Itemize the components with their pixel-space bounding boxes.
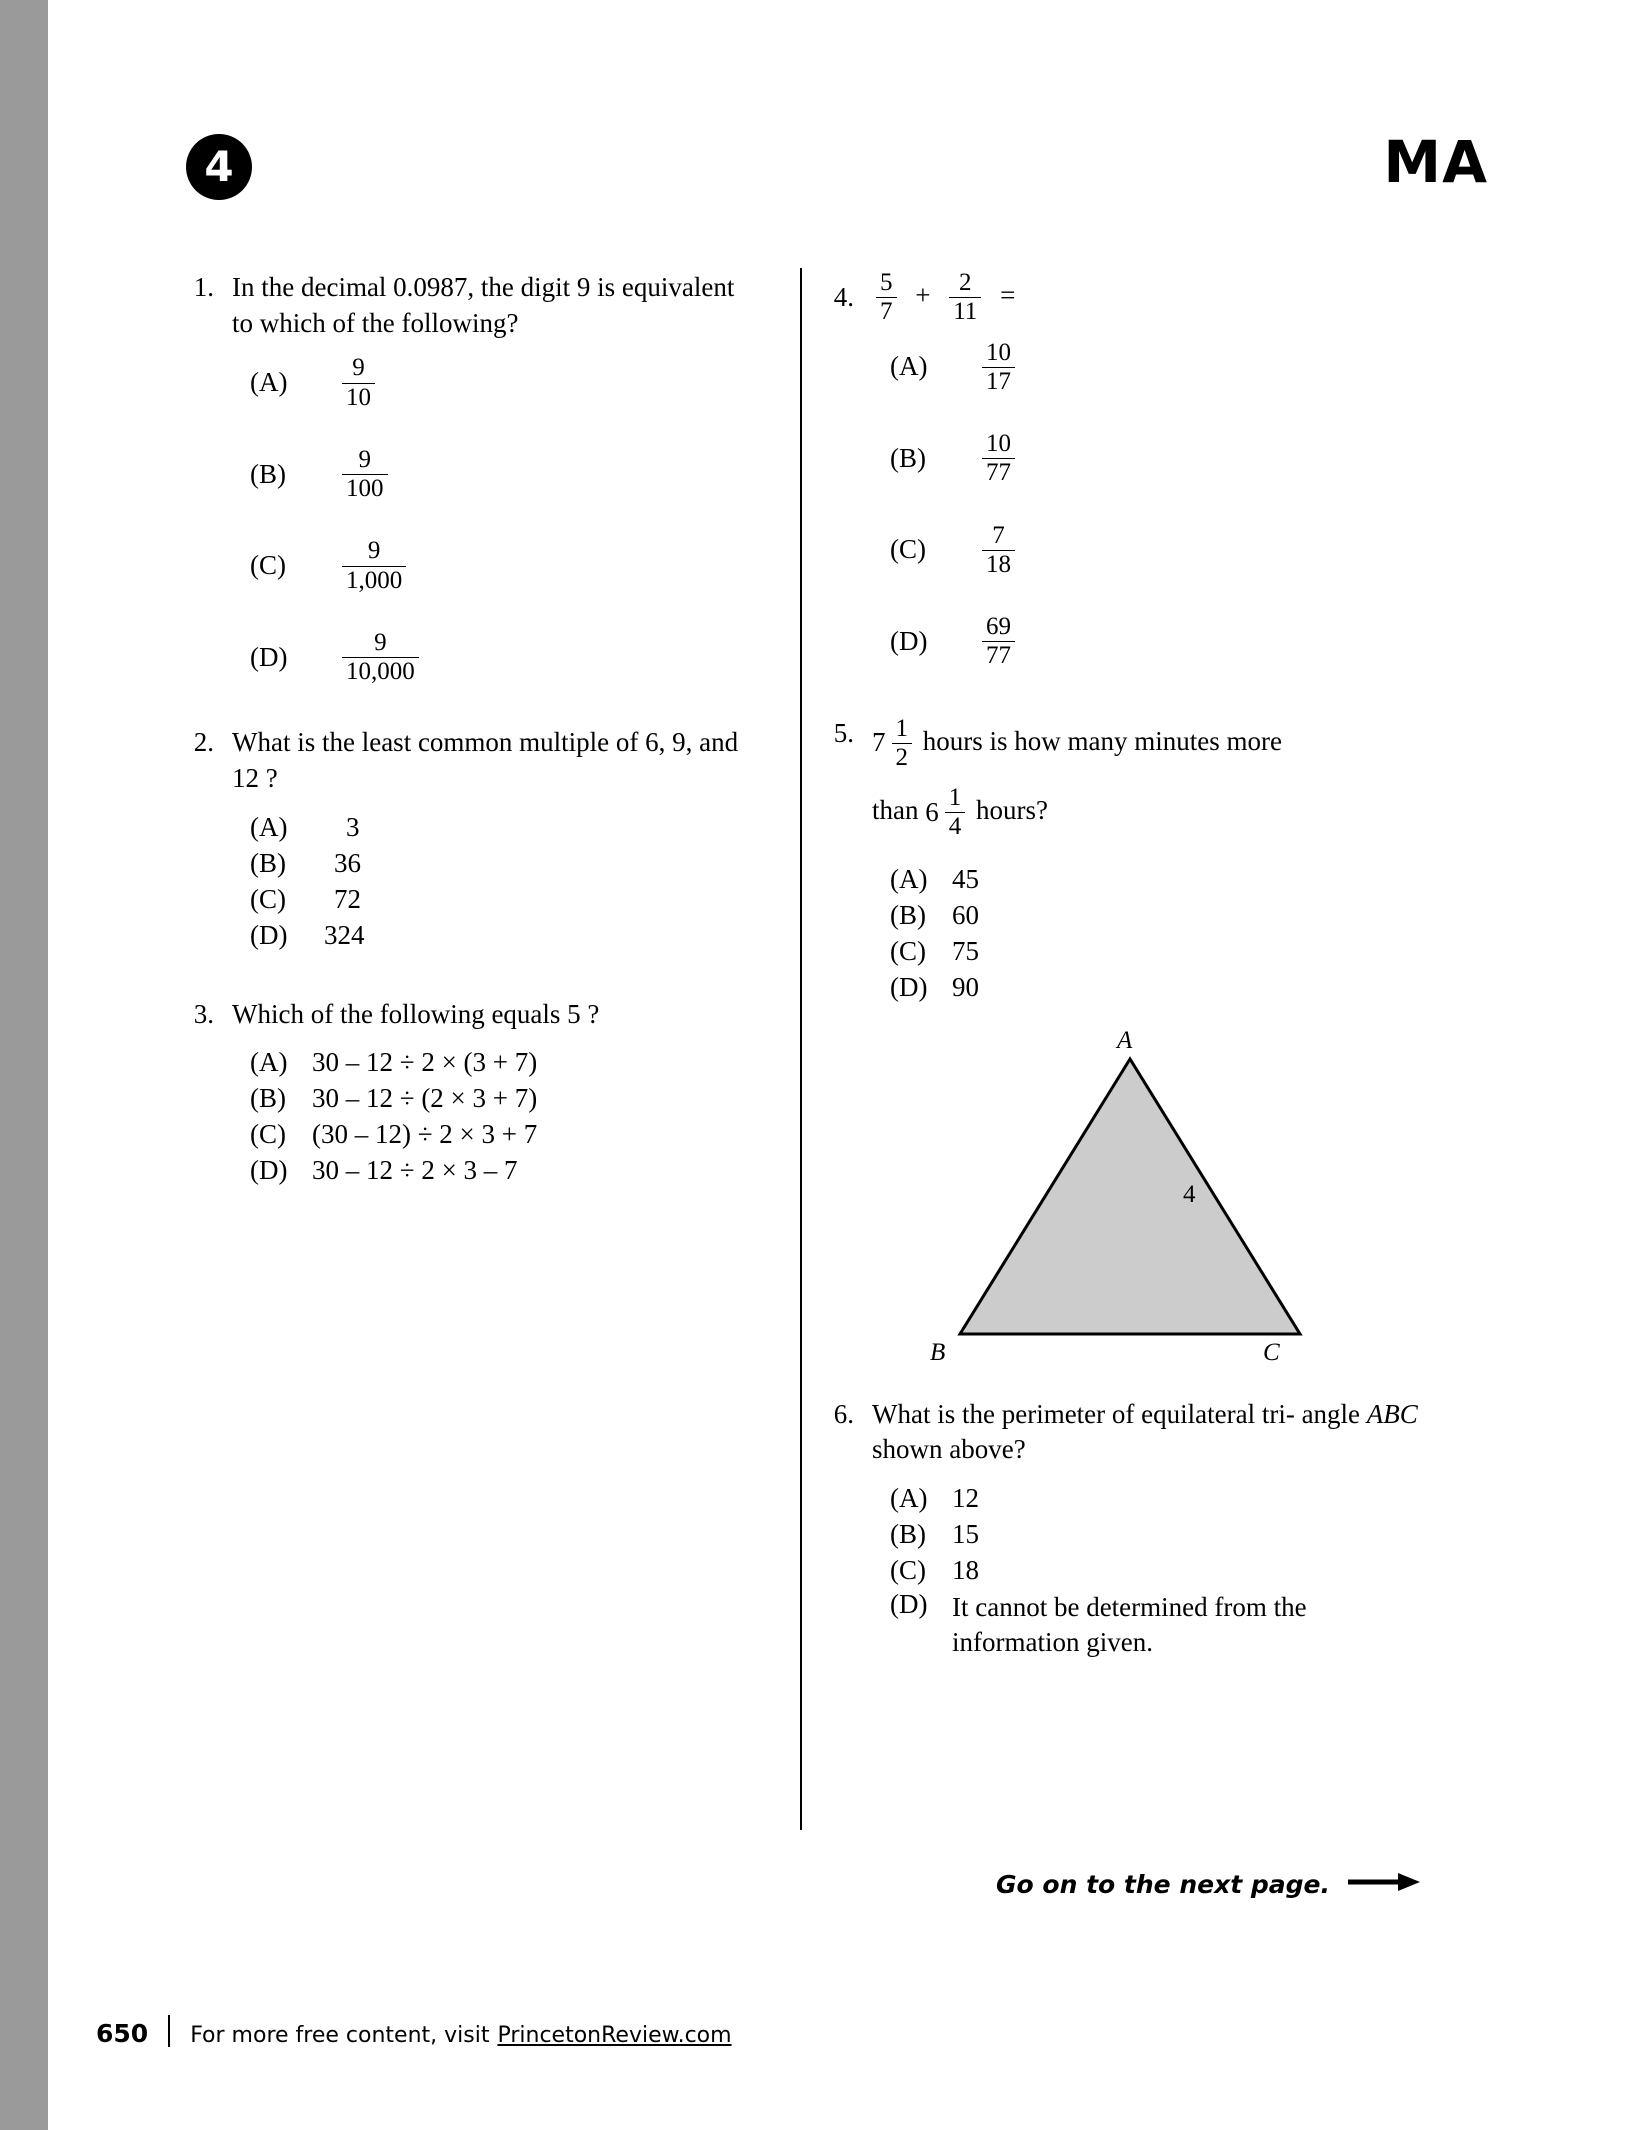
question-5-choices [820,863,1420,1005]
right-column [820,269,1420,1899]
choice-option[interactable] [890,863,1420,897]
question-5-text [872,716,1420,841]
choice-option[interactable] [250,811,760,845]
fraction [342,355,375,411]
question-4-number: 4. [833,281,854,312]
choice-value [312,630,760,686]
choice-value: 90 [952,971,979,1002]
fraction-numerator: 9 [374,628,387,656]
choice-letter: (A) [890,351,928,382]
choice-letter: (C) [890,534,926,565]
choice-option[interactable] [890,971,1420,1005]
choice-option[interactable] [890,431,1420,487]
choice-letter: (D) [250,919,288,950]
question-6-text-line2b: shown above? [872,1434,1026,1465]
fraction-numerator: 7 [992,521,1005,549]
question-6-number: 6. [833,1398,854,1429]
triangle-shape [920,1039,1340,1359]
fraction [982,614,1015,670]
fraction [945,785,966,841]
question-4-choices [820,340,1420,670]
choice-letter: (B) [890,442,926,473]
triangle-figure [820,1026,1420,1369]
go-on-text: Go on to the next page. [996,1870,1330,1899]
fraction [342,538,406,594]
question-5-text-mid: hours is how many minutes more [922,725,1282,756]
choice-value [952,523,1420,579]
question-1 [180,270,760,685]
footer-link[interactable]: PrincetonReview.com [497,2023,732,2048]
column-divider [800,268,802,1830]
choice-value: 3 [346,811,360,842]
question-5-number: 5. [833,717,854,748]
fraction-numerator: 9 [367,537,381,565]
choice-value [952,431,1420,487]
choice-letter: (C) [250,883,286,914]
fraction [342,630,419,686]
question-2 [180,725,760,952]
choice-option[interactable] [250,919,760,953]
choice-option[interactable] [250,1082,760,1116]
choice-letter: (A) [250,811,288,842]
vertex-label-c: C [1263,1338,1280,1366]
choice-letter: (B) [250,1083,286,1114]
right-arrow-icon [1348,1870,1420,1899]
fraction-denominator: 2 [892,743,913,771]
operator-equals: = [1000,279,1016,310]
choice-letter: (D) [250,1155,288,1186]
choice-value [952,614,1420,670]
mixed-number [872,716,916,772]
choice-letter: (C) [250,550,286,581]
question-2-number: 2. [193,727,214,758]
choice-letter: (A) [890,863,928,894]
fraction-denominator: 7 [876,297,897,325]
fraction-numerator: 10 [986,338,1011,366]
fraction [949,270,981,326]
fraction-numerator: 5 [880,269,893,296]
fraction-denominator: 77 [982,641,1015,669]
choice-letter: (B) [250,847,286,878]
choice-option[interactable] [890,1518,1420,1552]
footer-divider [168,2015,170,2047]
choice-value [312,447,760,503]
fraction-denominator: 4 [945,812,966,840]
fraction-numerator: 69 [986,613,1011,640]
choice-letter: (B) [890,899,926,930]
choice-letter: (B) [890,1518,926,1549]
choice-value [312,355,760,411]
fraction-numerator: 9 [352,354,365,382]
fraction [982,340,1015,396]
fraction-numerator: 9 [358,445,371,473]
choice-option[interactable] [890,935,1420,969]
question-2-text: What is the least common multiple of 6, 9, and 12 ? [232,727,739,793]
fraction-denominator: 10 [342,383,375,411]
choice-letter: (D) [890,971,928,1002]
fraction-denominator: 10,000 [342,657,419,685]
choice-value: It cannot be determined from the information given. [952,1591,1307,1657]
fraction-denominator: 77 [982,458,1015,486]
choice-option[interactable] [890,523,1420,579]
page-footer [96,2010,732,2048]
choice-value: (30 – 12) ÷ 2 × 3 + 7 [312,1119,538,1150]
question-2-choices [180,811,760,953]
question-6-text-line2a: angle [1301,1398,1361,1429]
question-3-choices [180,1046,760,1188]
choice-letter: (B) [250,458,286,489]
choice-option[interactable] [250,447,760,503]
question-6-text [872,1397,1420,1468]
choice-value: 30 – 12 ÷ 2 × (3 + 7) [312,1047,538,1078]
choice-letter: (C) [890,1554,926,1585]
choice-option[interactable] [250,1154,760,1188]
choice-option[interactable] [250,1118,760,1152]
fraction [982,431,1015,487]
choice-value: 45 [952,863,979,894]
choice-value: 15 [952,1518,979,1549]
question-6 [820,1397,1420,1660]
mixed-whole: 7 [872,727,886,758]
fraction-numerator: 1 [895,714,908,742]
choice-value: 75 [952,935,979,966]
left-binding-bar [0,0,48,2130]
mixed-whole: 6 [925,796,939,827]
fraction-denominator: 11 [949,297,981,325]
question-1-text: In the decimal 0.0987, the digit 9 is equivalent to which of the following? [232,272,735,338]
choice-option[interactable] [250,355,760,411]
choice-value: 36 [334,847,361,878]
mixed-number [925,785,969,841]
question-1-choices [180,355,760,685]
choice-option[interactable] [250,847,760,881]
question-3 [180,997,760,1189]
fraction-denominator: 18 [982,550,1015,578]
choice-letter: (A) [250,367,288,398]
fraction [876,270,897,326]
choice-option[interactable] [890,899,1420,933]
fraction-denominator: 1,000 [342,566,406,594]
choice-value: 30 – 12 ÷ (2 × 3 + 7) [312,1083,538,1114]
choice-value: 18 [952,1554,979,1585]
go-on-notice [820,1870,1420,1899]
subject-label: MA [1383,128,1488,196]
choice-option[interactable] [250,883,760,917]
choice-letter: (A) [890,1482,928,1513]
choice-letter: (C) [250,1119,286,1150]
choice-letter: (D) [890,625,928,656]
question-1-number: 1. [193,272,214,302]
page-number: 650 [96,2019,149,2048]
choice-option[interactable] [890,340,1420,396]
choice-option[interactable] [890,1554,1420,1588]
choice-value: 72 [334,883,361,914]
fraction-numerator: 2 [959,269,972,296]
fraction [982,523,1015,579]
choice-option[interactable] [250,538,760,594]
fraction-denominator: 17 [982,367,1015,395]
fraction-numerator: 10 [986,430,1011,457]
footer-text: For more free content, visit [190,2023,490,2048]
question-4 [820,270,1420,670]
choice-option[interactable] [890,1590,1420,1660]
question-6-triangle-name: ABC [1366,1398,1418,1429]
question-4-expression [872,270,1420,326]
choice-option[interactable] [890,614,1420,670]
question-6-choices [820,1482,1420,1660]
question-6-text-line1: What is the perimeter of equilateral tri- [872,1398,1295,1429]
vertex-label-a: A [1117,1026,1133,1054]
choice-value: 324 [324,919,365,950]
choice-letter: (A) [250,1047,288,1078]
choice-letter: (D) [890,1588,928,1619]
question-5-text-than: than [872,794,919,825]
fraction-numerator: 1 [948,784,962,811]
choice-letter: (C) [890,935,926,966]
operator-plus: + [915,279,931,310]
fraction [892,716,913,772]
question-5-text-end: hours? [976,794,1048,825]
choice-value: 60 [952,899,979,930]
choice-value: 30 – 12 ÷ 2 × 3 – 7 [312,1155,518,1186]
left-column [180,270,760,1222]
vertex-label-b: B [930,1338,946,1366]
question-3-number: 3. [193,998,214,1029]
choice-letter: (D) [250,641,288,672]
question-3-text: Which of the following equals 5 ? [232,998,600,1029]
side-length-label: 4 [1183,1180,1196,1208]
choice-value: 12 [952,1482,979,1513]
fraction [342,447,388,503]
section-number-badge: 4 [186,134,252,200]
fraction-denominator: 100 [342,474,388,502]
choice-option[interactable] [890,1482,1420,1516]
choice-value [312,538,760,594]
choice-value [952,340,1420,396]
choice-option[interactable] [250,1046,760,1080]
choice-option[interactable] [250,630,760,686]
question-5 [820,716,1420,1005]
